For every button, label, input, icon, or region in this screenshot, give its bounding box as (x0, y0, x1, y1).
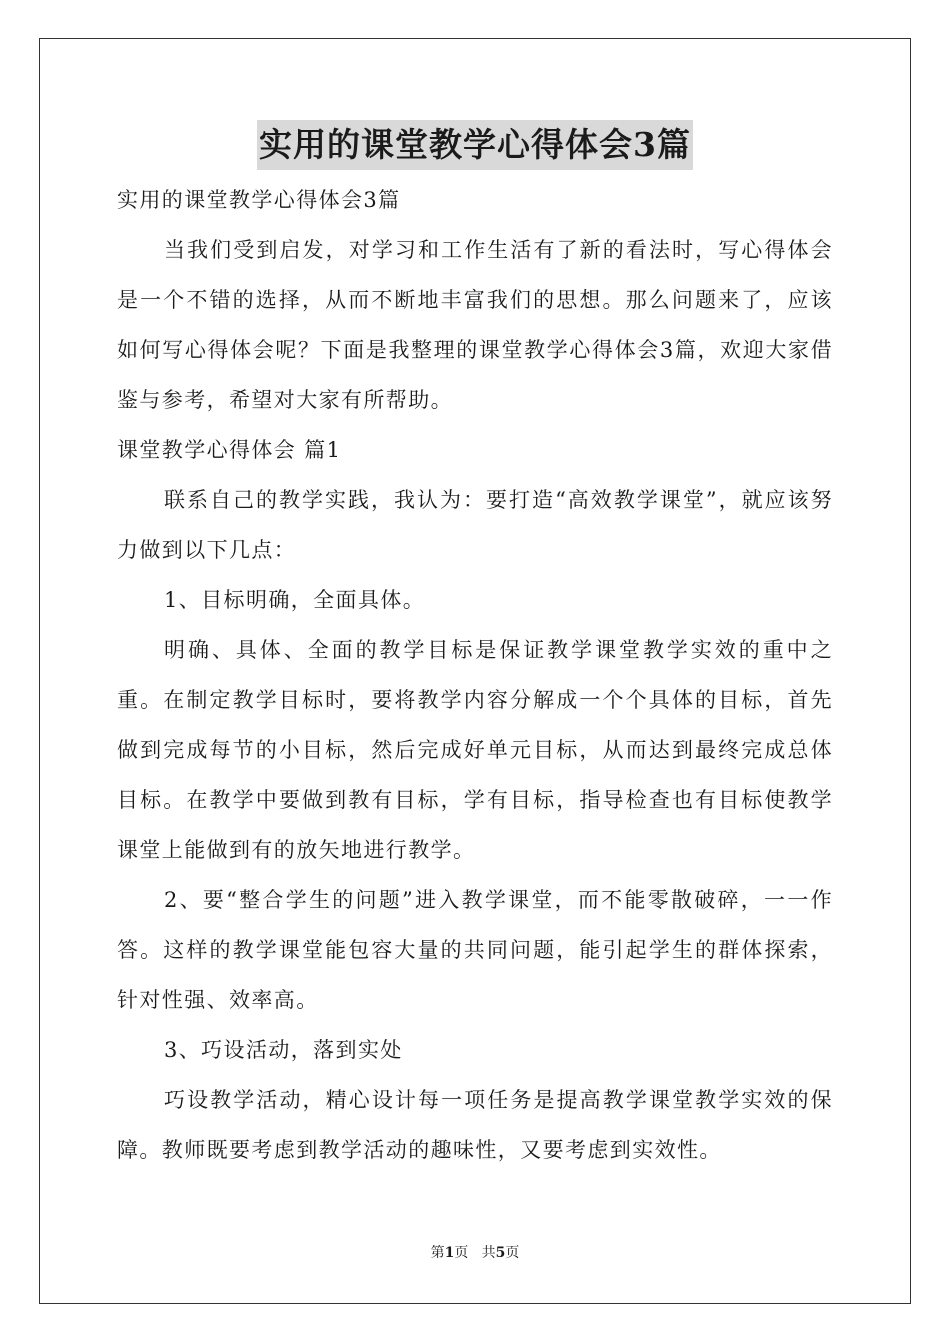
page-prefix: 第 (430, 1245, 445, 1261)
total-prefix: 共 (481, 1245, 496, 1261)
list-point-2: 2、要“整合学生的问题”进入教学课堂，而不能零散破碎，一一作答。这样的教学课堂能包容大量的共同问题，能引起学生的群体探索，针对性强、效率高。 (117, 888, 833, 1012)
list-point-3: 3、巧设活动，落到实处 (164, 1038, 403, 1062)
page-current: 1 (444, 1245, 455, 1261)
intro-paragraph: 当我们受到启发，对学习和工作生活有了新的看法时，写心得体会是一个不错的选择，从而不断地丰富我们的思想。那么问题来了，应该如何写心得体会呢？下面是我整理的课堂教学心得体会3篇，欢迎大家借鉴与参考，希望对大家有所帮助。 (117, 238, 833, 412)
document-body (117, 175, 833, 1175)
section-heading: 课堂教学心得体会 篇1 (117, 438, 342, 462)
list-point-1: 1、目标明确，全面具体。 (164, 588, 426, 612)
title-container (0, 120, 950, 170)
page-total: 5 (495, 1245, 506, 1261)
subtitle-line: 实用的课堂教学心得体会3篇 (117, 188, 401, 212)
document-title: 实用的课堂教学心得体会3篇 (257, 120, 693, 170)
body-paragraph: 巧设教学活动，精心设计每一项任务是提高教学课堂教学实效的保障。教师既要考虑到教学活动的趣味性，又要考虑到实效性。 (117, 1088, 833, 1162)
body-paragraph: 明确、具体、全面的教学目标是保证教学课堂教学实效的重中之重。在制定教学目标时，要将教学内容分解成一个个具体的目标，首先做到完成每节的小目标，然后完成好单元目标，从而达到最终完成总体目标。在教学中要做到教有目标，学有目标，指导检查也有目标使教学课堂上能做到有的放矢地进行教学。 (117, 638, 833, 862)
page-footer (0, 1243, 950, 1263)
total-unit: 页 (505, 1245, 520, 1261)
page-unit: 页 (454, 1245, 469, 1261)
body-paragraph: 联系自己的教学实践，我认为：要打造“高效教学课堂”，就应该努力做到以下几点： (117, 488, 833, 562)
